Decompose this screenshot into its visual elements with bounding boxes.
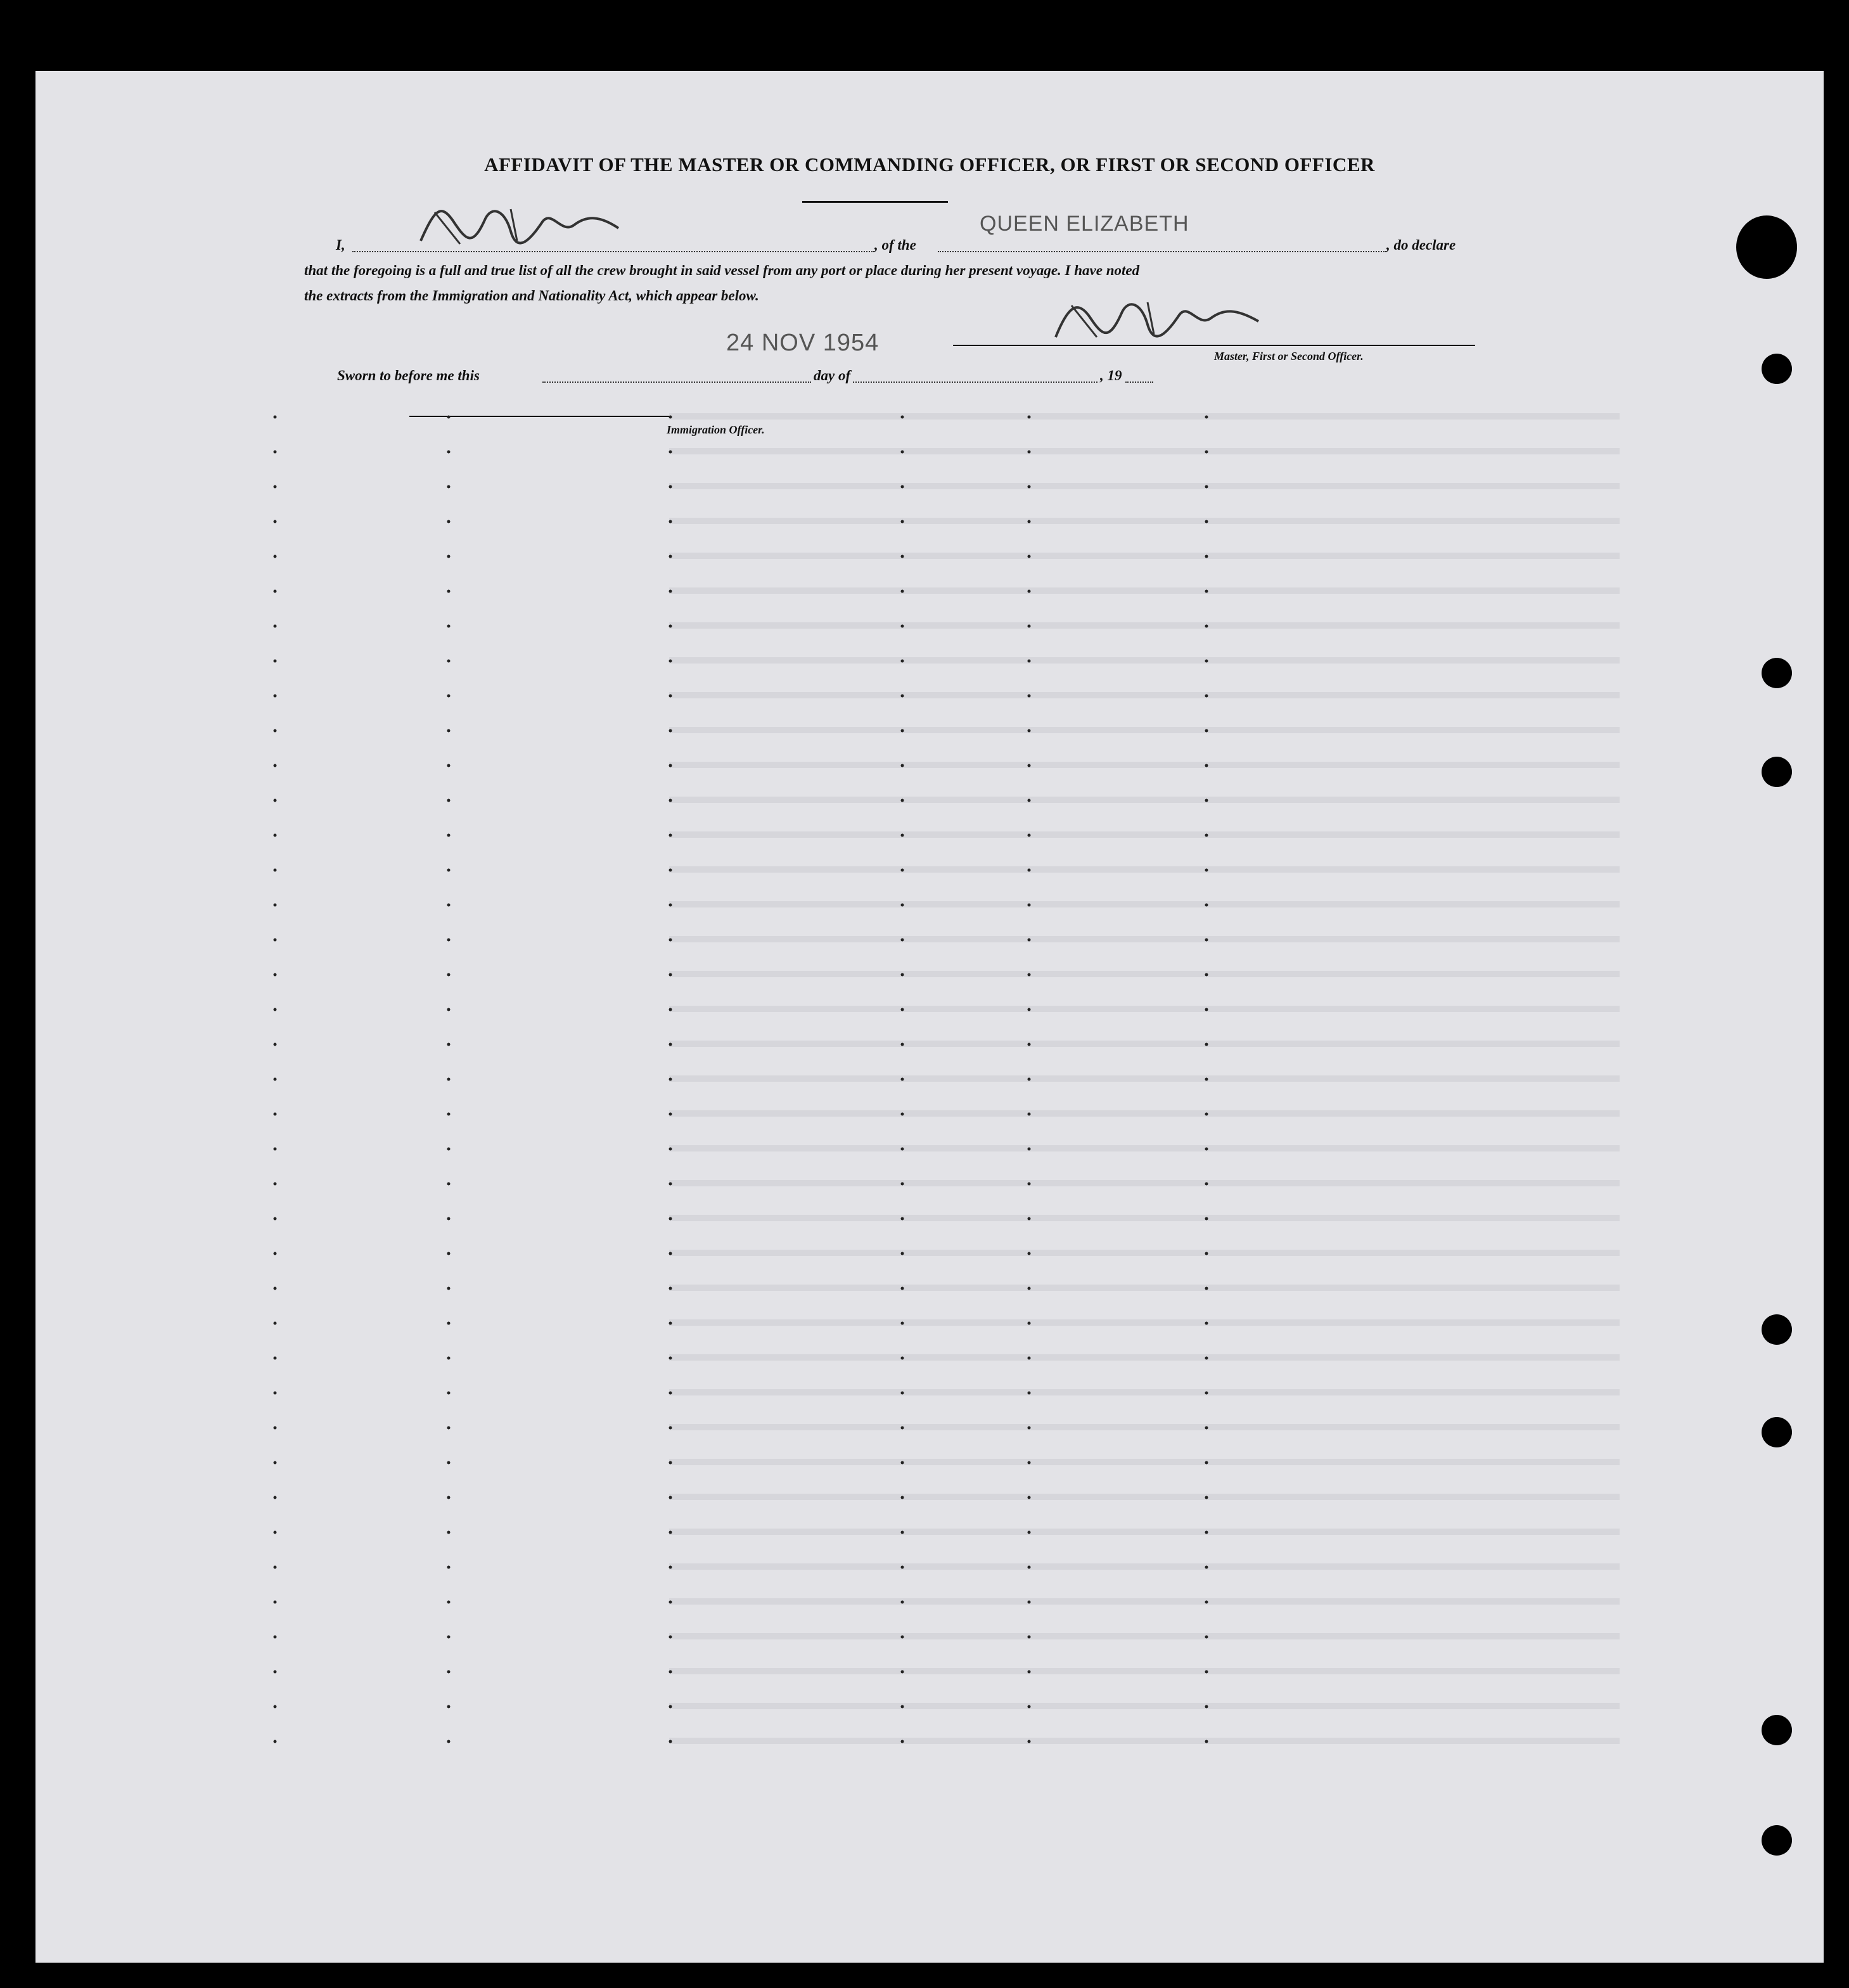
year-prefix-label: , 19	[1100, 368, 1122, 383]
punch-hole	[1762, 1715, 1792, 1745]
declaration-line-3: the extracts from the Immigration and Nationality Act, which appear below.	[304, 288, 759, 304]
vessel-name: QUEEN ELIZABETH	[980, 212, 1189, 236]
punch-hole	[1762, 757, 1792, 787]
punch-hole	[1762, 354, 1792, 384]
of-the-label: , of the	[874, 237, 916, 253]
punch-hole	[1762, 1314, 1792, 1345]
do-declare-label: , do declare	[1386, 237, 1456, 253]
ink-blot	[1736, 215, 1797, 279]
day-of-label: day of	[814, 368, 851, 383]
date-stamp: 24 NOV 1954	[726, 330, 880, 356]
master-caption: Master, First or Second Officer.	[1214, 350, 1364, 362]
punch-hole	[1762, 658, 1792, 688]
document-sheet	[35, 71, 1824, 1963]
punch-hole	[1762, 1417, 1792, 1447]
punch-hole	[1762, 1825, 1792, 1856]
i-label: I,	[336, 237, 345, 253]
sworn-label: Sworn to before me this	[337, 368, 480, 383]
immigration-officer-caption: Immigration Officer.	[667, 423, 765, 436]
affidavit-title: AFFIDAVIT OF THE MASTER OR COMMANDING OFFICER, OR FIRST OR SECOND OFFICER	[484, 153, 1375, 176]
bleed-through-rows	[35, 71, 1824, 1963]
declaration-line-2: that the foregoing is a full and true list of all the crew brought in said vessel from any port or place during her present voyage. I have noted	[304, 262, 1140, 278]
